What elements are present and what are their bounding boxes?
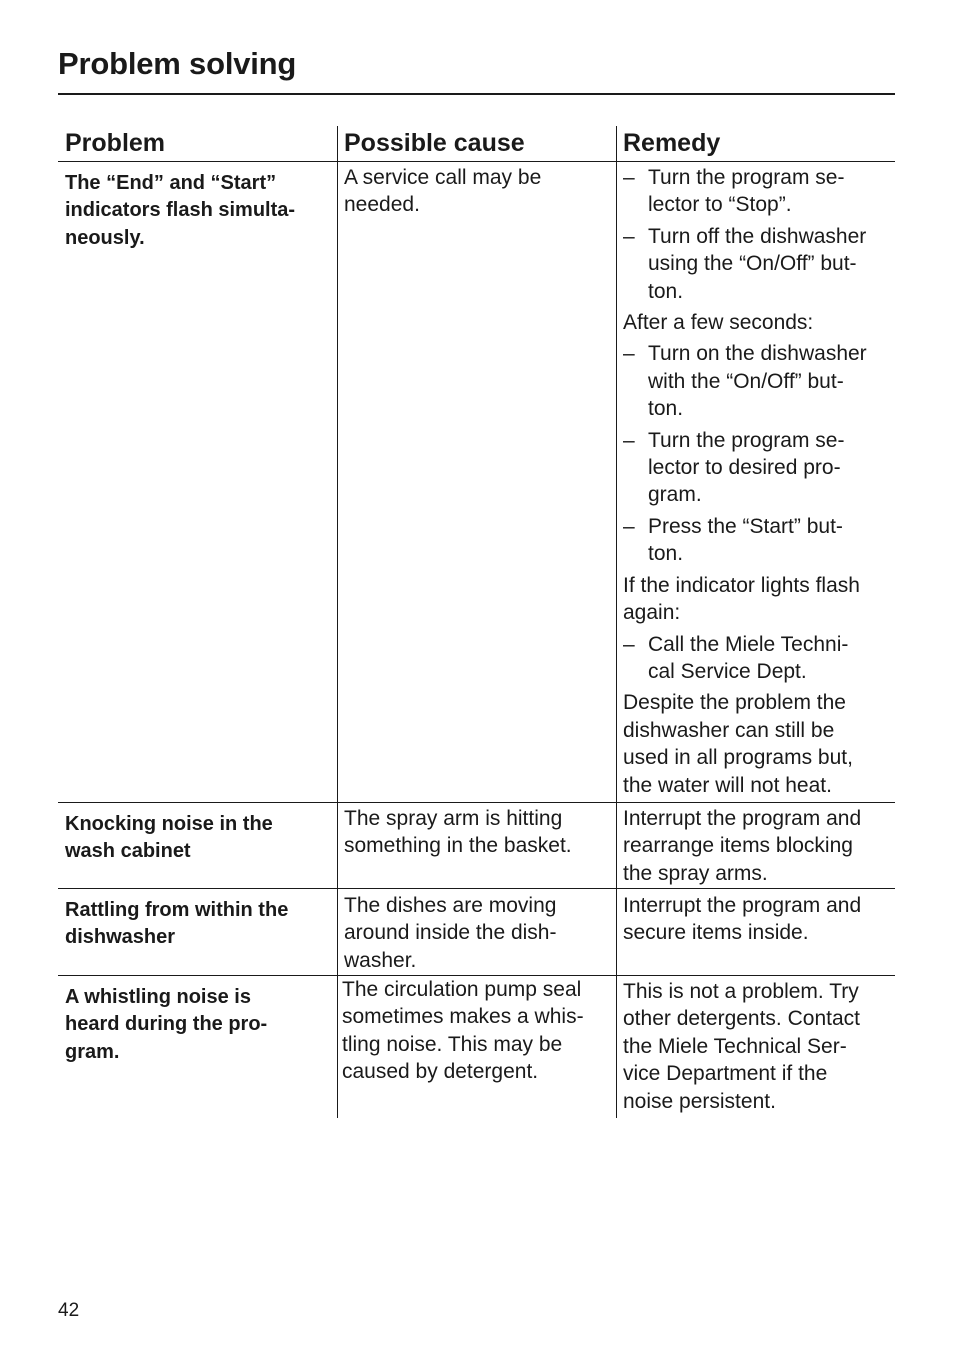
dash-bullet-icon: – (623, 428, 635, 452)
text-line: A service call may be (344, 166, 542, 189)
text-line: The “End” and “Start” (65, 172, 277, 194)
text-line: Turn on the dishwasher (648, 342, 867, 366)
text-line: around inside the dish- (344, 921, 557, 945)
remedy-cell (623, 892, 891, 951)
problem-cell (65, 170, 331, 252)
page-title: Problem solving (58, 46, 297, 81)
remedy-note (623, 892, 891, 947)
text-line: with the “On/Off” but- (648, 369, 844, 393)
remedy-step (623, 427, 891, 509)
text-line: needed. (344, 193, 420, 217)
text-line: heard during the pro- (65, 1013, 268, 1036)
cause-cell (342, 976, 612, 1086)
text-line: cal Service Dept. (648, 659, 807, 683)
text-line: gram. (65, 1040, 120, 1063)
column-header-cause: Possible cause (344, 129, 525, 157)
text-line: Turn the program se- (648, 166, 845, 189)
text-line: Rattling from within the (65, 899, 289, 921)
text-line: ton. (648, 397, 684, 421)
text-line: Turn off the dishwasher (648, 224, 867, 248)
remedy-cell (623, 978, 891, 1119)
cause-cell (344, 164, 610, 219)
text-line: Turn the program se- (648, 428, 845, 452)
text-line: The dishes are moving (344, 894, 557, 917)
dash-bullet-icon: – (623, 514, 635, 538)
remedy-cell (623, 164, 891, 803)
column-header-remedy: Remedy (623, 129, 721, 157)
text-line: ton. (648, 279, 684, 303)
dash-bullet-icon: – (623, 342, 635, 366)
remedy-note (623, 309, 891, 336)
cause-cell (344, 892, 610, 974)
remedy-note (623, 689, 891, 799)
problem-cell (65, 984, 331, 1066)
header-rule (58, 161, 895, 162)
remedy-step (623, 164, 891, 219)
text-line: A whistling noise is (65, 986, 251, 1008)
remedy-step (623, 631, 891, 686)
text-line: sometimes makes a whis- (342, 1005, 584, 1029)
column-divider (337, 126, 338, 1118)
cause-cell (344, 805, 610, 860)
text-line: noise persistent. (623, 1089, 776, 1113)
remedy-cell (623, 805, 891, 891)
dash-bullet-icon: – (623, 224, 635, 248)
text-line: the water will not heat. (623, 773, 832, 797)
text-line: using the “On/Off” but- (648, 252, 857, 276)
text-line: lector to desired pro- (648, 456, 841, 480)
text-line: neously. (65, 226, 145, 249)
column-divider (616, 126, 617, 1118)
text-line: gram. (648, 483, 702, 507)
text-line: Interrupt the program and (623, 807, 862, 830)
text-line: dishwasher can still be (623, 718, 835, 742)
text-line: secure items inside. (623, 921, 809, 945)
text-line: Press the “Start” but- (648, 514, 843, 538)
text-line: the Miele Technical Ser- (623, 1034, 847, 1058)
column-header-problem: Problem (65, 129, 166, 157)
dash-bullet-icon: – (623, 632, 635, 656)
remedy-step (623, 340, 891, 422)
page-number: 42 (58, 1300, 80, 1321)
text-line: lector to “Stop”. (648, 193, 792, 217)
text-line: wash cabinet (65, 840, 191, 863)
text-line: dishwasher (65, 926, 176, 949)
text-line: The circulation pump seal (342, 978, 582, 1001)
text-line: If the indicator lights flash (623, 573, 860, 597)
remedy-note (623, 978, 891, 1115)
text-line: rearrange items blocking (623, 834, 853, 858)
text-line: the spray arms. (623, 861, 768, 885)
problem-cell (65, 811, 331, 866)
remedy-step (623, 223, 891, 305)
text-line: again: (623, 601, 681, 625)
text-line: Knocking noise in the (65, 813, 273, 835)
text-line: ton. (648, 542, 684, 566)
text-line: indicators flash simulta- (65, 199, 296, 222)
dash-bullet-icon: – (623, 166, 635, 189)
text-line: washer. (344, 948, 417, 972)
remedy-step (623, 513, 891, 568)
text-line: vice Department if the (623, 1062, 828, 1086)
text-line: This is not a problem. Try (623, 980, 859, 1003)
text-line: After a few seconds: (623, 311, 814, 335)
text-line: other detergents. Contact (623, 1007, 860, 1031)
text-line: Interrupt the program and (623, 894, 862, 917)
text-line: The spray arm is hitting (344, 807, 563, 830)
text-line: used in all programs but, (623, 746, 853, 770)
text-line: caused by detergent. (342, 1060, 539, 1084)
text-line: Call the Miele Techni- (648, 632, 849, 656)
remedy-note (623, 805, 891, 887)
text-line: something in the basket. (344, 834, 572, 858)
text-line: Despite the problem the (623, 691, 846, 715)
remedy-note (623, 572, 891, 627)
text-line: tling noise. This may be (342, 1032, 563, 1056)
problem-cell (65, 897, 331, 952)
title-rule (58, 93, 895, 95)
